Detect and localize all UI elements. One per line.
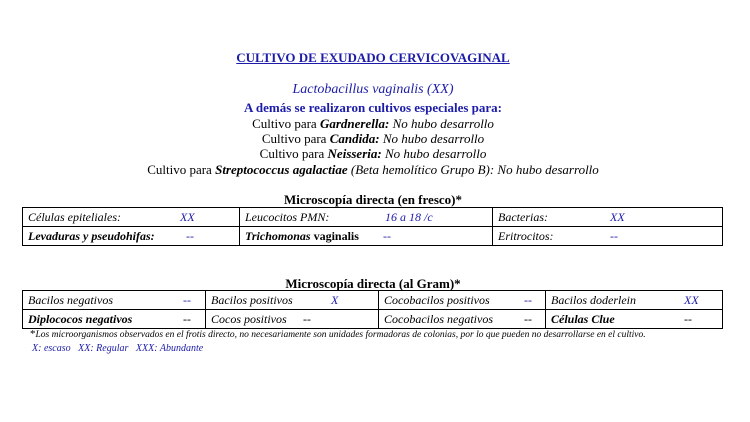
footnote-text: Los microorganismos observados en el frotis directo, no necesariamente son unidades formadoras de colonias, por lo que pueden no desarrollarse en el cultivo. bbox=[35, 330, 646, 340]
cell-value: XX bbox=[180, 209, 195, 224]
cell-label: Diplococos negativos bbox=[28, 311, 133, 326]
table-row bbox=[23, 227, 723, 246]
table-cell bbox=[23, 291, 206, 310]
table-cell bbox=[23, 208, 240, 227]
fresh-microscopy-title: Microscopía directa (en fresco)* bbox=[284, 192, 462, 207]
culture-result: No hubo desarrollo bbox=[379, 131, 485, 146]
table-row bbox=[23, 291, 723, 310]
cell-value: -- bbox=[684, 311, 692, 326]
footnote-asterisk: * bbox=[30, 328, 36, 340]
cell-label: Bacterias: bbox=[498, 209, 548, 224]
footnote bbox=[30, 328, 646, 340]
culture-line-gardnerella bbox=[0, 116, 746, 132]
cell-label: Células epiteliales: bbox=[28, 209, 121, 224]
gram-microscopy-table bbox=[22, 290, 723, 329]
cell-value: -- bbox=[303, 311, 311, 326]
culture-prefix: Cultivo para bbox=[259, 146, 328, 161]
cell-value: -- bbox=[183, 311, 191, 326]
culture-organism: Gardnerella: bbox=[319, 116, 390, 131]
culture-prefix: Cultivo para bbox=[261, 131, 330, 146]
culture-organism: Candida: bbox=[329, 131, 380, 146]
report-title: CULTIVO DE EXUDADO CERVICOVAGINAL bbox=[236, 50, 510, 65]
culture-result: No hubo desarrollo bbox=[389, 116, 494, 131]
cell-value: -- bbox=[183, 292, 191, 307]
cell-value: -- bbox=[524, 311, 532, 326]
culture-organism: Streptococcus agalactiae bbox=[215, 162, 348, 177]
table-cell bbox=[206, 291, 379, 310]
table-cell bbox=[379, 291, 546, 310]
cell-value: -- bbox=[383, 228, 391, 243]
isolated-organism: Lactobacillus vaginalis (XX) bbox=[292, 82, 454, 97]
cell-value: -- bbox=[524, 292, 532, 307]
abundance-legend: X: escaso XX: Regular XXX: Abundante bbox=[32, 343, 204, 354]
cell-label: Levaduras y pseudohifas: bbox=[28, 228, 155, 243]
cell-label: Bacilos negativos bbox=[28, 292, 113, 307]
table-cell bbox=[240, 227, 493, 246]
cell-value: -- bbox=[186, 228, 194, 243]
cell-value: -- bbox=[610, 228, 618, 243]
cell-label: Eritrocitos: bbox=[498, 228, 554, 243]
table-cell bbox=[240, 208, 493, 227]
cell-label-genus: Trichomonas bbox=[245, 228, 311, 243]
culture-result: No hubo desarrollo bbox=[381, 146, 487, 161]
culture-line-neisseria bbox=[0, 146, 746, 162]
special-cultures-header: A demás se realizaron cultivos especiales para: bbox=[243, 100, 503, 115]
cell-label: Cocos positivos bbox=[211, 311, 287, 326]
cell-label bbox=[245, 229, 383, 244]
culture-prefix: Cultivo para bbox=[252, 116, 320, 131]
culture-prefix: Cultivo para bbox=[147, 162, 216, 177]
table-cell bbox=[546, 291, 723, 310]
cell-value: XX bbox=[610, 209, 625, 224]
cell-value: X bbox=[331, 292, 339, 307]
table-cell bbox=[23, 227, 240, 246]
cell-value: 16 a 18 /c bbox=[385, 209, 433, 224]
table-cell bbox=[493, 227, 723, 246]
gram-microscopy-title: Microscopía directa (al Gram)* bbox=[285, 276, 461, 291]
table-cell bbox=[546, 310, 723, 329]
cell-label: Leucocitos PMN: bbox=[245, 209, 330, 224]
cell-label: Bacilos positivos bbox=[211, 292, 293, 307]
fresh-microscopy-table bbox=[22, 207, 723, 246]
table-row bbox=[23, 208, 723, 227]
table-cell bbox=[379, 310, 546, 329]
culture-organism: Neisseria: bbox=[327, 146, 382, 161]
cell-label: Bacilos doderlein bbox=[551, 292, 636, 307]
table-cell bbox=[23, 310, 206, 329]
cell-label: Células Clue bbox=[551, 311, 615, 326]
table-cell bbox=[206, 310, 379, 329]
table-row bbox=[23, 310, 723, 329]
cell-label: Cocobacilos negativos bbox=[384, 311, 493, 326]
cell-label-species: vaginalis bbox=[310, 228, 359, 243]
cell-value: XX bbox=[684, 292, 699, 307]
culture-line-streptococcus bbox=[0, 162, 746, 178]
table-cell bbox=[493, 208, 723, 227]
culture-line-candida bbox=[0, 131, 746, 147]
culture-result: (Beta hemolítico Grupo B): No hubo desarrollo bbox=[347, 162, 599, 177]
cell-label: Cocobacilos positivos bbox=[384, 292, 490, 307]
